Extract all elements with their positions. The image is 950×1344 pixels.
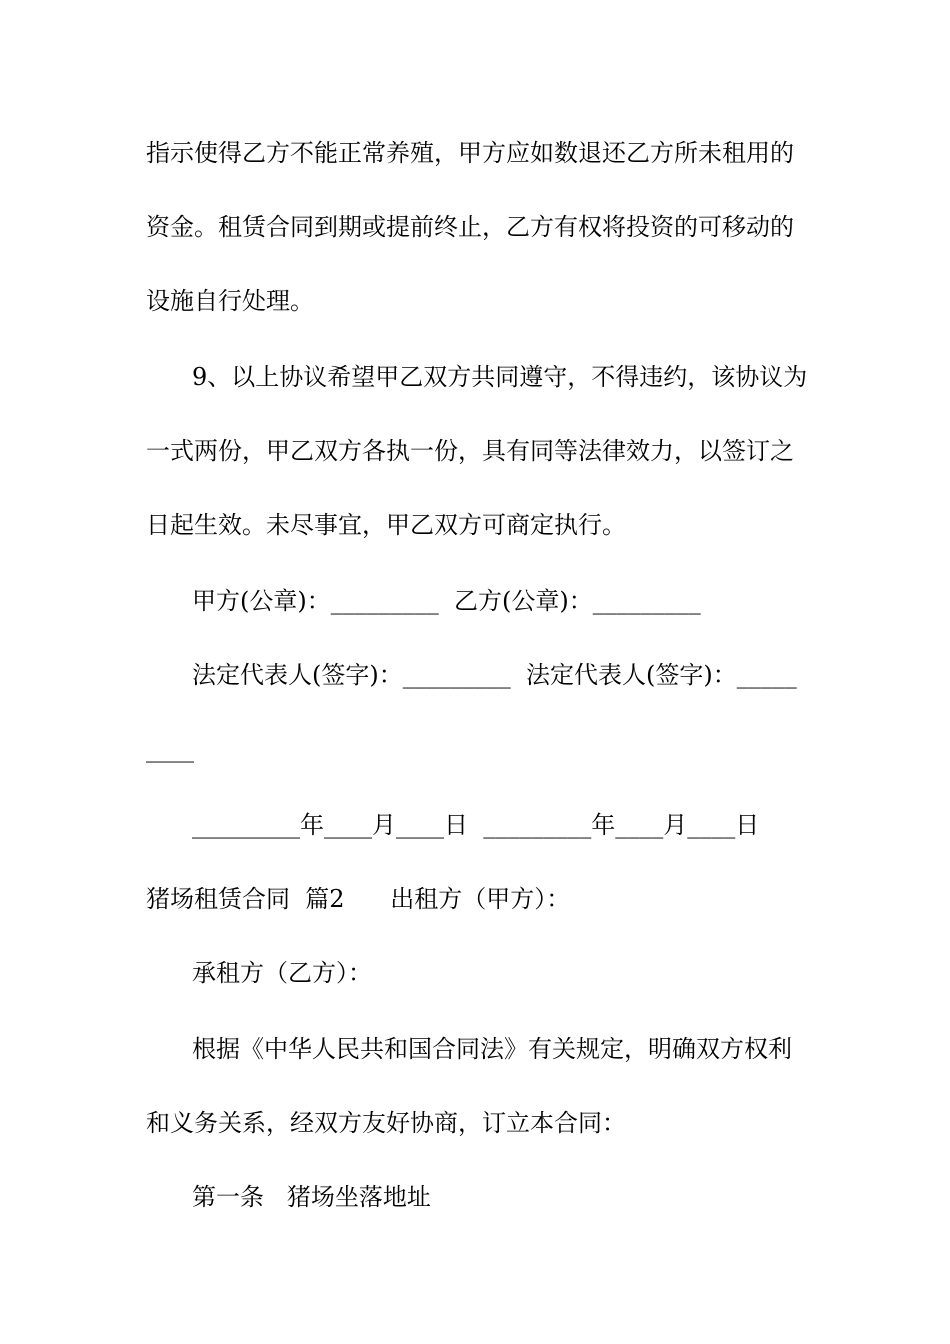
date-line: _________年____月____日 _________年____月____日 — [192, 811, 760, 839]
body-text-line: 日起生效。未尽事宜，甲乙双方可商定执行。 — [146, 511, 626, 539]
seal-line: 甲方(公章)：_________ 乙方(公章)：_________ — [192, 587, 701, 615]
lessee-line: 承租方（乙方）： — [192, 959, 372, 987]
body-text-line: 设施自行处理。 — [146, 287, 314, 315]
section-heading: 猪场租赁合同 篇2 出租方（甲方）： — [146, 885, 571, 913]
article-heading: 第一条 猪场坐落地址 — [192, 1183, 431, 1211]
signature-line-continued: ____ — [146, 735, 194, 763]
body-text-line: 根据《中华人民共和国合同法》有关规定，明确双方权利 — [192, 1035, 792, 1063]
clause-9-text: 9、以上协议希望甲乙双方共同遵守，不得违约，该协议为 — [192, 363, 808, 391]
body-text-line: 一式两份，甲乙双方各执一份，具有同等法律效力，以签订之 — [146, 437, 794, 465]
body-text-line: 资金。租赁合同到期或提前终止，乙方有权将投资的可移动的 — [146, 213, 794, 241]
body-text-line: 指示使得乙方不能正常养殖，甲方应如数退还乙方所未租用的 — [146, 139, 794, 167]
body-text-line: 和义务关系，经双方友好协商，订立本合同： — [146, 1109, 626, 1137]
signature-line: 法定代表人(签字)：_________ 法定代表人(签字)：_____ — [192, 661, 797, 689]
